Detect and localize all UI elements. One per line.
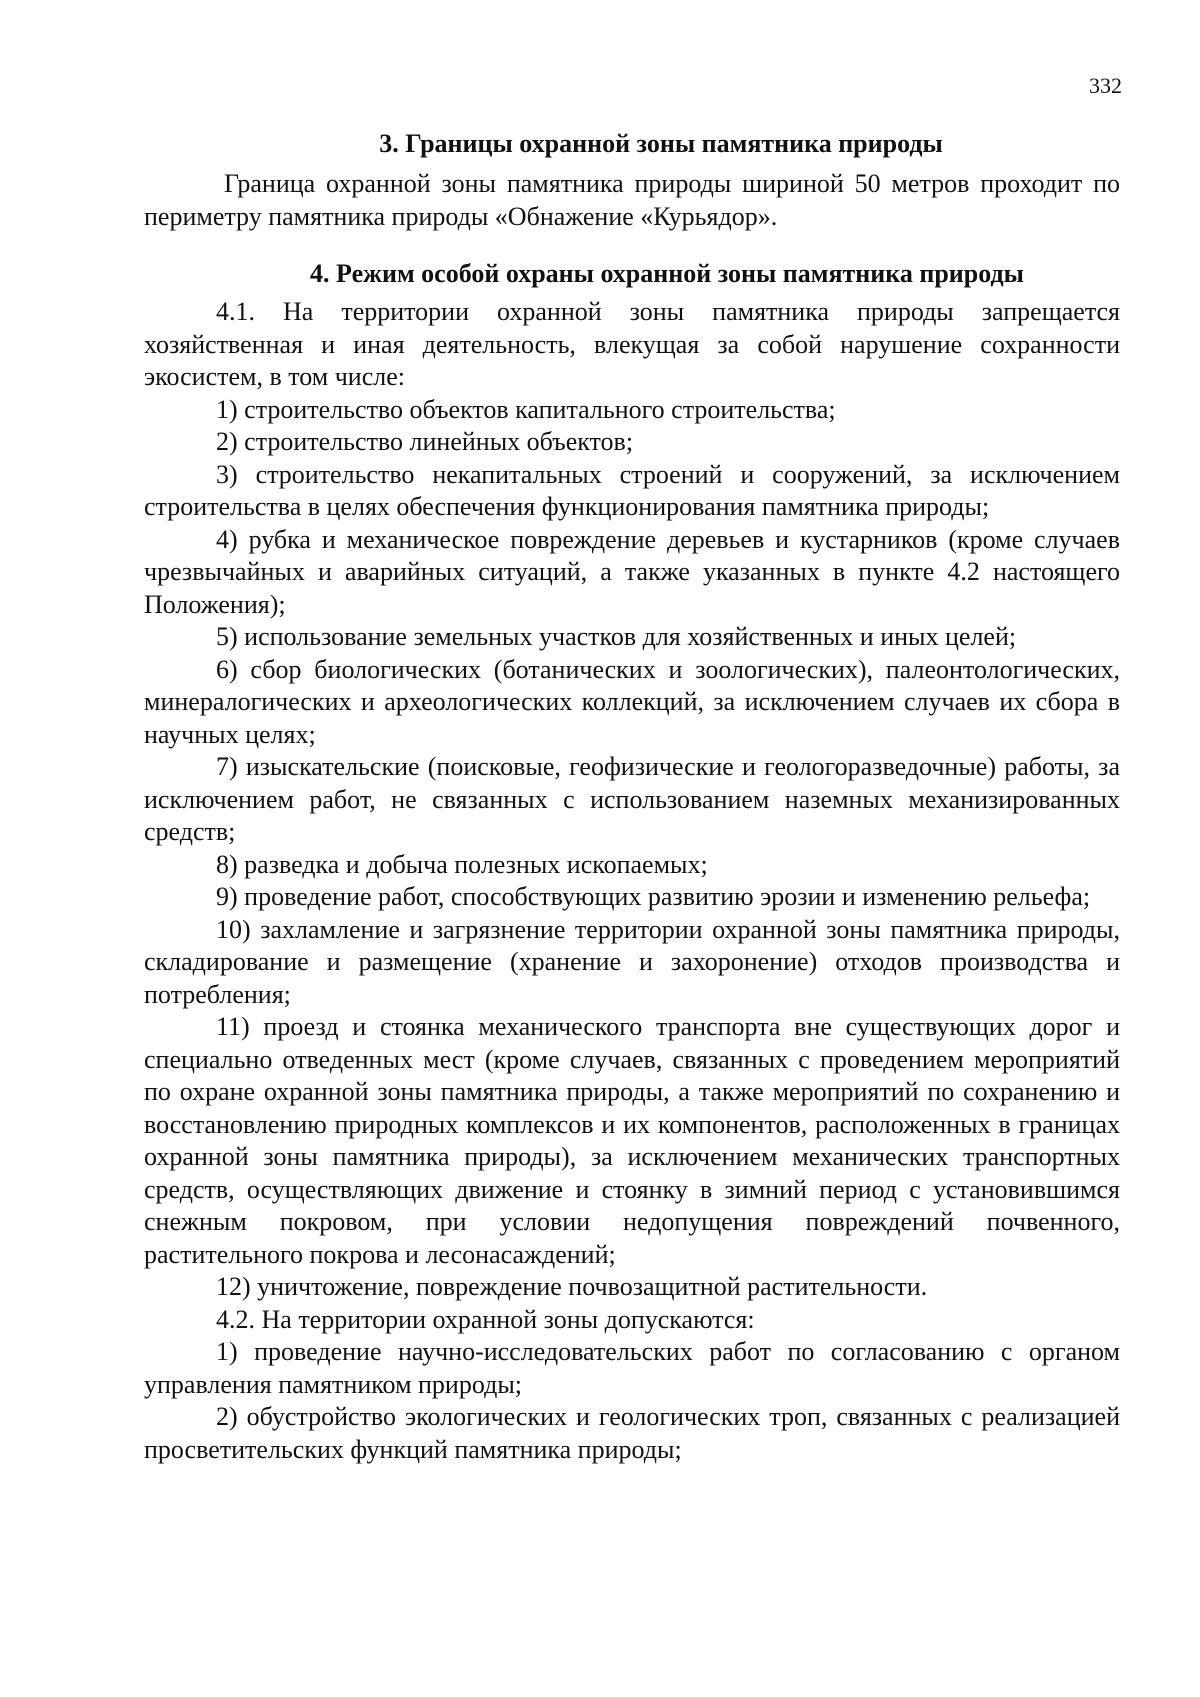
list-item-1: 1) строительство объектов капитального строительства; bbox=[216, 394, 836, 424]
list-item-11: 11) проезд и стоянка механического транспорта вне существующих дорог и специально отведенных мест (кроме случаев, связанных с проведением мероприятий по охране охранной зоны памятника природы, а также мероприятий по сохранению и восстановлению природных комплексов и их компонентов, расположенных в границах охранной зоны памятника природы), за исключением механических транспортных средств, осуществляющих движение и стоянку в зимний период с установившимся снежным покровом, при условии недопущения повреждений почвенного, растительного покрова и лесонасаждений; bbox=[144, 1012, 1120, 1269]
section-4-title: 4. Режим особой охраны охранной зоны памятника природы bbox=[310, 259, 1024, 288]
allowed-item-2: 2) обустройство экологических и геологических троп, связанных с реализацией просветительских функций памятника природы; bbox=[144, 1402, 1120, 1464]
section-3-paragraph: Граница охранной зоны памятника природы шириной 50 метров проходит по периметру памятника природы «Обнажение «Курьядор». bbox=[144, 169, 1120, 231]
paragraph-4-1: 4.1. На территории охранной зоны памятника природы запрещается хозяйственная и иная деятельность, влекущая за собой нарушение сохранности экосистем, в том числе: bbox=[144, 297, 1120, 391]
section-3-title: 3. Границы охранной зоны памятника природы bbox=[379, 129, 943, 158]
allowed-item-1: 1) проведение научно-исследовательских работ по согласованию с органом управления памятником природы; bbox=[144, 1337, 1120, 1399]
document-body bbox=[144, 128, 1120, 1466]
list-item-7: 7) изыскательские (поисковые, геофизические и геологоразведочные) работы, за исключением работ, не связанных с использованием наземных механизированных средств; bbox=[144, 752, 1120, 846]
list-item-12: 12) уничтожение, повреждение почвозащитной растительности. bbox=[216, 1272, 928, 1301]
list-item-8: 8) разведка и добыча полезных ископаемых; bbox=[216, 849, 708, 879]
list-item-3: 3) строительство некапитальных строений и сооружений, за исключением строительства в целях обеспечения функционирования памятника природы; bbox=[144, 459, 1120, 521]
list-item-4: 4) рубка и механическое повреждение деревьев и кустарников (кроме случаев чрезвычайных и аварийных ситуаций, а также указанных в пункте 4.2 настоящего Положения); bbox=[144, 524, 1120, 619]
list-item-2: 2) строительство линейных объектов; bbox=[216, 427, 634, 456]
paragraph-4-2: 4.2. На территории охранной зоны допускаются: bbox=[216, 1304, 755, 1334]
page-number: 332 bbox=[1089, 73, 1122, 98]
section-4 bbox=[144, 258, 1120, 1466]
list-item-5: 5) использование земельных участков для хозяйственных и иных целей; bbox=[216, 622, 1017, 651]
section-3 bbox=[144, 128, 1120, 233]
list-item-9: 9) проведение работ, способствующих развитию эрозии и изменению рельефа; bbox=[216, 882, 1091, 911]
list-item-6: 6) сбор биологических (ботанических и зоологических), палеонтологических, минералогических и археологических коллекций, за исключением случаев их сбора в научных целях; bbox=[144, 654, 1120, 749]
list-item-10: 10) захламление и загрязнение территории охранной зоны памятника природы, складирование и размещение (хранение и захоронение) отходов производства и потребления; bbox=[144, 914, 1120, 1009]
